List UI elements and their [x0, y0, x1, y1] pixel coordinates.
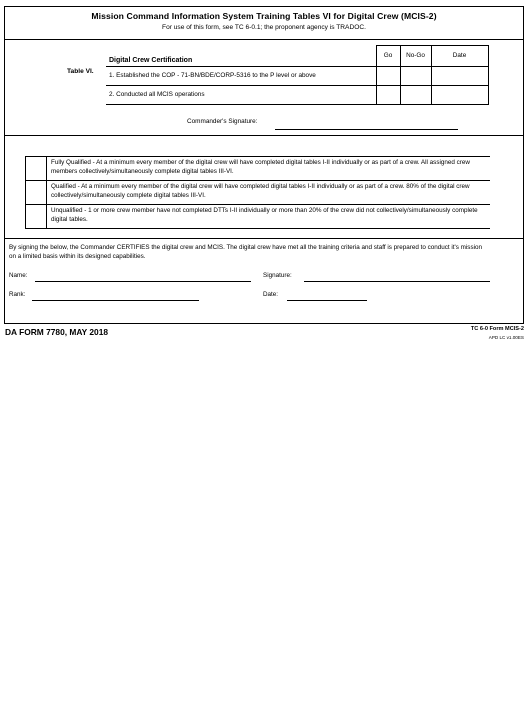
rating-row [26, 205, 491, 229]
commander-signature-field[interactable] [275, 129, 458, 130]
certification-section [5, 239, 523, 325]
training-form [4, 6, 524, 324]
task-2-go-field[interactable] [376, 85, 400, 104]
certification-statement: By signing the below, the Commander CERTIFIES the digital crew and MCIS. The digital crew have met all the training criteria and staff is prepared to conduct it's mission on a limited basis within its designed capabilities. [9, 244, 482, 260]
form-subtitle: For use of this form, see TC 6-0.1; the proponent agency is TRADOC. [162, 24, 366, 31]
unqualified-text: Unqualified - 1 or more crew member have not completed DTTs I-II individually or more than 20% of the crew did not collectively/simultaneously complete digital tables. [47, 205, 491, 229]
rating-row [26, 181, 491, 205]
name-field[interactable] [35, 281, 251, 282]
task-1-nogo-field[interactable] [400, 66, 431, 85]
table-vi-label: Table VI. [67, 68, 94, 75]
form-version: APD LC v1.00ES [488, 335, 524, 340]
column-header-go: Go [376, 46, 400, 67]
date-label: Date: [263, 291, 279, 298]
table-vi-section [5, 40, 523, 136]
qualified-text: Qualified - At a minimum every member of the digital crew will have completed digital tables I-II individually or as part of a crew. 80% of the digital crew collectively/simultaneously complete digital tables III-VI. [47, 181, 491, 205]
rating-table [25, 156, 490, 229]
rank-label: Rank: [9, 291, 26, 298]
date-field[interactable] [287, 300, 367, 301]
qualified-checkbox[interactable] [26, 181, 47, 205]
certification-table [106, 45, 489, 105]
unqualified-checkbox[interactable] [26, 205, 47, 229]
column-header-date: Date [431, 46, 488, 67]
rating-section [5, 136, 523, 239]
table-row [106, 66, 488, 85]
signature-label: Signature: [263, 272, 292, 279]
task-1-label: 1. Established the COP - 71-BN/BDE/CORP-5316 to the P level or above [106, 66, 376, 85]
task-1-date-field[interactable] [431, 66, 488, 85]
form-title: Mission Command Information System Training Tables VI for Digital Crew (MCIS-2) [91, 11, 437, 21]
form-reference: TC 6-0 Form MCIS-2 [470, 326, 524, 332]
form-header [5, 7, 523, 40]
name-label: Name: [9, 272, 28, 279]
signature-field[interactable] [304, 281, 490, 282]
rank-field[interactable] [32, 300, 199, 301]
rating-row [26, 157, 491, 181]
fully-qualified-checkbox[interactable] [26, 157, 47, 181]
form-id: DA FORM 7780, MAY 2018 [5, 327, 109, 337]
column-header-nogo: No-Go [400, 46, 431, 67]
task-1-go-field[interactable] [376, 66, 400, 85]
task-2-label: 2. Conducted all MCIS operations [106, 85, 376, 104]
table-row [106, 85, 488, 104]
task-2-date-field[interactable] [431, 85, 488, 104]
task-2-nogo-field[interactable] [400, 85, 431, 104]
column-header-task: Digital Crew Certification [106, 46, 376, 67]
commander-signature-label: Commander's Signature: [187, 118, 258, 125]
fully-qualified-text: Fully Qualified - At a minimum every member of the digital crew will have completed digital tables I-II individually or as part of a crew. All assigned crew members collectively/simultaneously complete digital tables III-VI. [47, 157, 491, 181]
